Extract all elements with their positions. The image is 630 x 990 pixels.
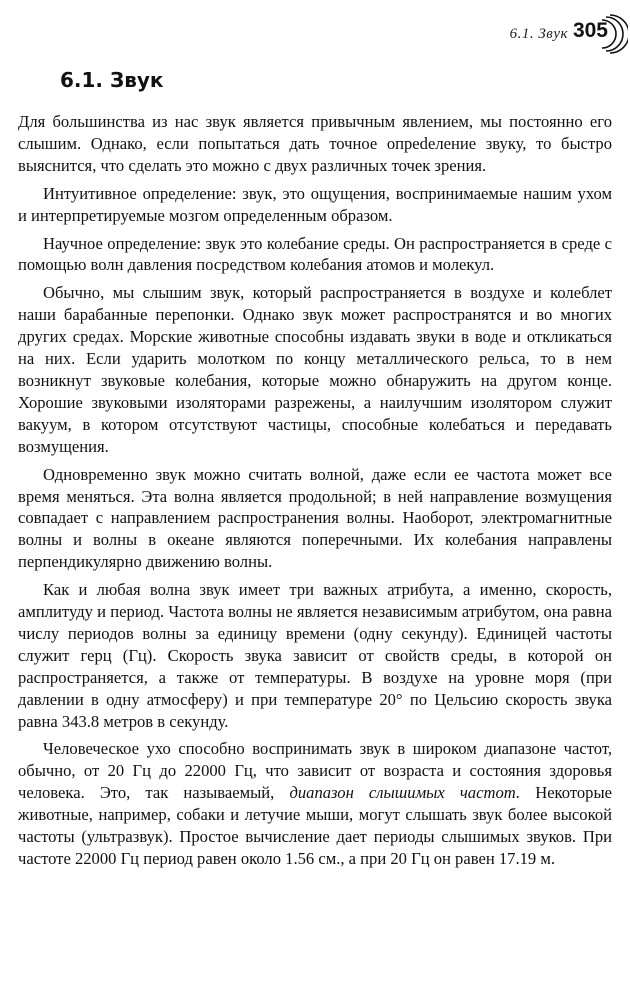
paragraph-3: Научное определение: звук это колебание среды. Он распространяется в среде с помощью волн давления посредством колебания атомов и молекул.	[18, 233, 612, 275]
paragraph-1: Для большинства из нас звук является привычным явлением, мы постоянно его слышим. Однако, если попытаться дать точное опреdеление звуку, то быстро выяснится, что сделать это можно с двух различных точек зрения.	[18, 112, 612, 175]
running-head: 6.1. Звук	[509, 26, 568, 42]
paragraph-7	[18, 738, 612, 869]
paragraph-7-end: Некоторые животные, например, собаки и летучие мыши, могут слышать звук более высокой частоты (ультразвук). Простое вычисление дает периоды слышимых звуков. При частоте 22000 Гц период равен около 1.56 см., а при 20 Гц он равен 17.19 м.	[18, 783, 612, 868]
page-number-arcs-icon	[598, 14, 628, 54]
emphasis-term: диапазон слышимых частот.	[289, 783, 521, 803]
section-title: 6.1. Звук	[60, 68, 164, 92]
paragraph-5: Одновременно звук можно считать волной, даже если ее частота может все время меняться. Эта волна является продольной; в ней направление возмущения совпадает с направлением распространения волны. Наоборот, электромагнитные волны и волны в океане являются поперечными. Их колебания направлены перпендикулярно движению волны.	[18, 464, 612, 572]
paragraph-6: Как и любая волна звук имеет три важных атрибута, а именно, скорость, амплитуду и период. Частота волны не является независимым атрибутом, она равна числу периодов волны за единицу времени (одну секунду). Единицей частоты служит герц (Гц). Скорость звука зависит от свойств среды, в которой он распространяется, а также от температуры. В воздухе на уровне моря (при давлении в одну атмосферу) и при температуре 20° по Цельсию скорость звука равна 343.8 метров в секунду.	[18, 580, 612, 731]
paragraph-7-start: Человеческое ухо способно воспринимать звук в широком диапазоне частот, обычно, от 20 Гц до 22000 Гц, что зависит от возраста и состояния здоровья человека. Это, так называемый,	[18, 739, 612, 803]
page-number: 305	[572, 19, 608, 42]
body-text	[18, 111, 612, 876]
paragraph-2: Интуитивное определение: звук, это ощущения, воспринимаемые нашим ухом и интерпретируемые мозгом определенным образом.	[18, 183, 612, 225]
paragraph-4: Обычно, мы слышим звук, который распространяется в воздухе и колеблет наши барабанные перепонки. Однако звук может распространятся и во многих других средах. Морские животные способны издавать звуки в воде и откликаться на них. Если ударить молотком по концу металлического рельса, то в нем возникнут звуковые колебания, которые можно обнаружить на другом конце. Хорошие звуковыми изоляторами разрежены, а наилучшим изолятором служит вакуум, в котором отсутствуют частицы, способные колебаться и передавать возмущения.	[18, 283, 612, 456]
